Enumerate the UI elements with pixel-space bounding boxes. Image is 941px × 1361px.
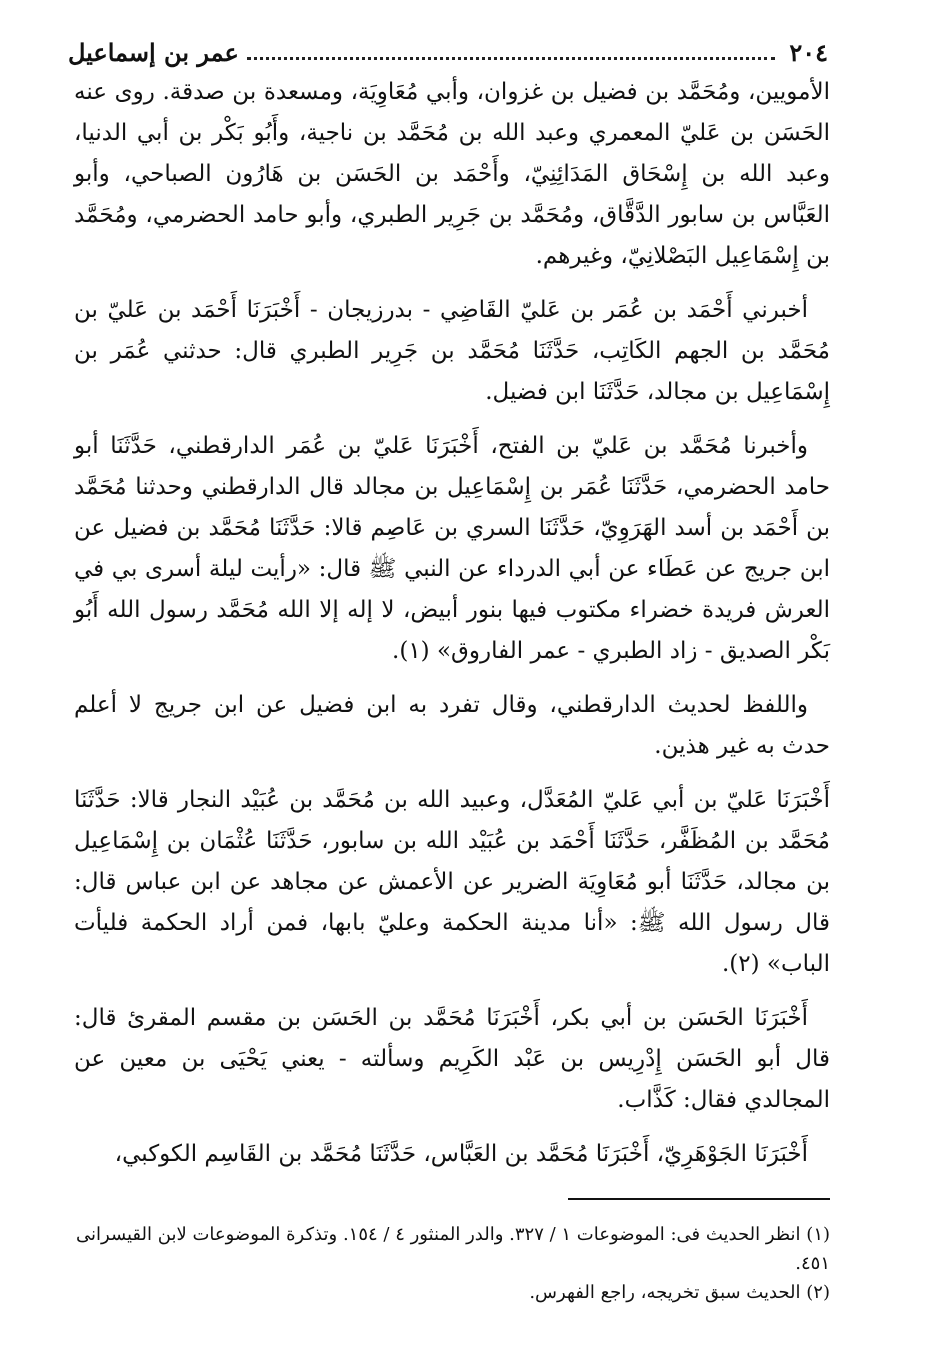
paragraph: أَخْبَرَنَا الجَوْهَرِيّ، أَخْبَرَنَا مُحَمَّد بن العَبَّاس، حَدَّثَنَا مُحَمَّد بن القَاسِم الكوكبي، — [114, 1141, 808, 1167]
paragraph: أخبرني أَحْمَد بن عُمَر بن عَليّ القَاضِي - بدرزيجان - أَخْبَرَنَا أَحْمَد بن عَليّ بن مُحَمَّد بن الجهم الكَاتِب، حَدَّثَنَا مُحَمَّد بن جَرِير الطبري قال: حدثني عُمَر بن إِسْمَاعِيل بن مجالد، حَدَّثَنَا ابن فضيل. — [74, 297, 830, 405]
paragraph: واللفظ لحديث الدارقطني، وقال تفرد به ابن فضيل عن ابن جريج لا أعلم حدث به غير هذين. — [74, 692, 830, 759]
running-header — [68, 28, 828, 68]
footnotes — [76, 1220, 830, 1307]
paragraph: وأخبرنا مُحَمَّد بن عَليّ بن الفتح، أَخْبَرَنَا عَليّ بن عُمَر الدارقطني، حَدَّثَنَا أبو حامد الحضرمي، حَدَّثَنَا عُمَر بن إِسْمَاعِيل بن مجالد قال الدارقطني وحدثنا مُحَمَّد بن أَحْمَد بن أسد الهَرَوِيّ، حَدَّثَنَا السري بن عَاصِم قالا: حَدَّثَنَا مُحَمَّد بن فضيل عن ابن جريج عن عَطَاء عن أبي الدرداء عن النبي ﷺ قال: «رأيت ليلة أسرى بي في العرش فريدة خضراء مكتوب فيها بنور أبيض، لا إله إلا الله مُحَمَّد رسول الله أَبُو بَكْر الصديق - زاد الطبري - عمر الفاروق» (١). — [74, 433, 830, 664]
paragraph: الأمويين، ومُحَمَّد بن فضيل بن غزوان، وأبي مُعَاوِيَة، ومسعدة بن صدقة. روى عنه الحَسَن بن عَليّ المعمري وعبد الله بن مُحَمَّد بن ناجية، وأَبُو بَكْر بن أبي الدنيا، وعبد الله بن إِسْحَاق المَدَائِنِيّ، وأَحْمَد بن الحَسَن بن هَارُون الصباحي، وأبو العَبَّاس بن سابور الدَّقَّاق، ومُحَمَّد بن جَرِير الطبري، وأبو حامد الحضرمي، ومُحَمَّد بن إِسْمَاعِيل البَصْلانِيّ، وغيرهم. — [74, 79, 830, 269]
header-dot-leader — [247, 56, 776, 60]
footnote-divider — [568, 1198, 830, 1200]
main-text — [74, 72, 830, 1188]
footnote: (٢) الحديث سبق تخريجه، راجع الفهرس. — [529, 1282, 830, 1303]
page-number: ٢٠٤ — [789, 38, 828, 67]
paragraph: أَخْبَرَنَا الحَسَن بن أبي بكر، أَخْبَرَنَا مُحَمَّد بن الحَسَن بن مقسم المقرئ قال: قال أبو الحَسَن إِدْرِيس بن عَبْد الكَرِيم وسألته - يعني يَحْيَى بن معين عن المجالدي فقال: كَذَّاب. — [74, 1005, 830, 1113]
header-title: عمر بن إسماعيل — [68, 38, 239, 67]
paragraph: أَخْبَرَنَا عَليّ بن أبي عَليّ المُعَدَّل، وعبيد الله بن مُحَمَّد بن عُبَيْد النجار قالا: حَدَّثَنَا مُحَمَّد بن المُظَفَّر، حَدَّثَنَا أَحْمَد بن عُبَيْد الله بن سابور، حَدَّثَنَا عُثْمَان بن إِسْمَاعِيل بن مجالد، حَدَّثَنَا أبو مُعَاوِيَة الضرير عن الأعمش عن مجاهد عن ابن عباس قال: قال رسول الله ﷺ: «أنا مدينة الحكمة وعليّ بابها، فمن أراد الحكمة فليأت الباب» (٢). — [74, 787, 830, 977]
footnote: (١) انظر الحديث فى: الموضوعات ١ / ٣٢٧. والدر المنثور ٤ / ١٥٤. وتذكرة الموضوعات لابن القيسرانى ٤٥١. — [76, 1224, 831, 1274]
